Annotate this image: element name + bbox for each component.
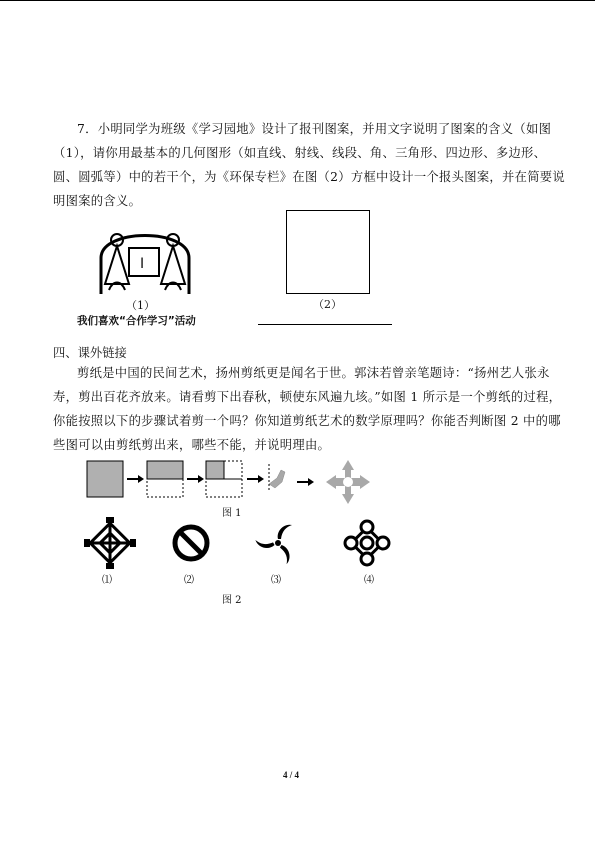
question-7-line-2: （1），请你用最基本的几何图形（如直线、射线、线段、角、三角形、四边形、多边形、 [53,146,547,160]
paper-figure-2-caption: 图 2 [222,595,242,606]
paper-cutting-steps [85,458,390,504]
paper-cutting-patterns [80,514,400,584]
section-4-line-1: 剪纸是中国的民间艺术，扬州剪纸更是闻名于世。郭沫若曾亲笔题诗：“扬州艺人张永 [77,366,550,380]
ring-circles-icon [345,521,389,565]
section-4-line-2: 寿，剪出百花齐放来。请看剪下出春秋，顿使东风遍九垓。”如图 1 所示是一个剪纸的过程， [53,390,562,404]
figure-2-design-box[interactable] [286,210,370,294]
question-7-line-1: 7．小明同学为班级《学习园地》设计了报刊图案，并用文字说明了图案的含义（如图 [77,122,552,136]
question-7-line-4: 明图案的含义。 [53,194,142,208]
page-number: 4 / 4 [283,770,300,780]
section-4-line-3: 你能按照以下的步骤试着剪一个吗？你知道剪纸艺术的数学原理吗？你能否判断图 2 中的哪 [53,414,561,428]
pattern-label-1: ⑴ [102,575,112,586]
section-4-line-4: 些图可以由剪纸剪出来，哪些不能，并说明理由。 [53,438,331,452]
swirl-pattern-icon [255,525,294,565]
prohibition-circle-icon [175,527,207,559]
figure-1-caption: 我们喜欢“合作学习”活动 [77,315,196,327]
page-top-rule [0,0,595,1]
knot-pattern-icon [84,517,136,569]
answer-blank-line[interactable] [258,324,392,325]
paper-figure-1-caption: 图 1 [222,508,242,519]
figure-1-label: （1） [126,299,155,312]
figure-1-emblem [95,218,195,298]
section-4-title: 四、课外链接 [53,346,127,360]
figure-1-center-symbol: I [140,256,145,272]
figure-2-label: （2） [313,298,342,311]
pattern-label-4: ⑷ [364,575,374,586]
pattern-label-2: ⑵ [184,575,194,586]
question-7-line-3: 圆、圆弧等）中的若干个，为《环保专栏》在图（2）方框中设计一个报头图案，并在简要说 [53,170,565,184]
pattern-label-3: ⑶ [271,575,281,586]
